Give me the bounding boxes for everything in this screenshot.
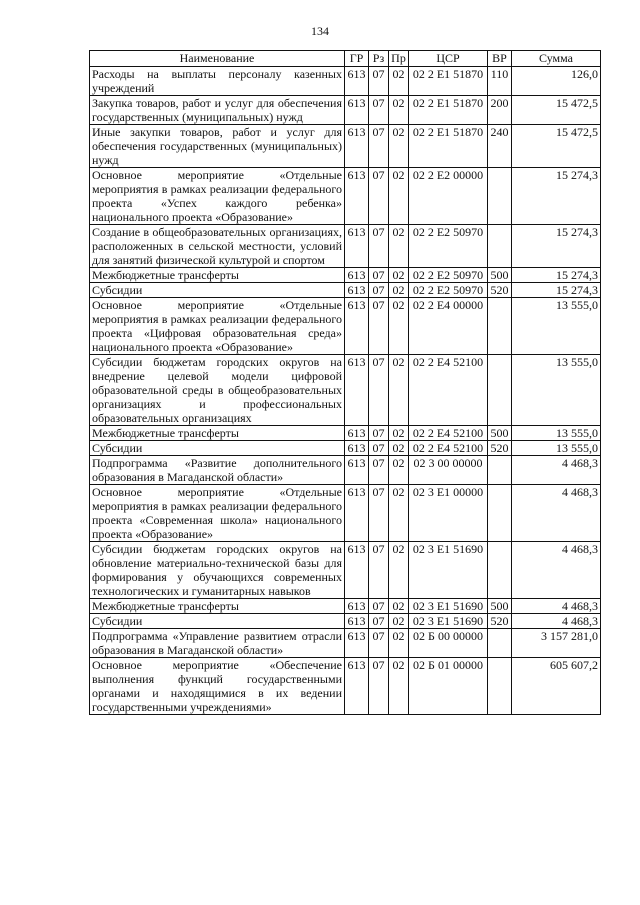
cell-gr: 613 — [345, 298, 369, 355]
cell-rz: 07 — [369, 599, 389, 614]
cell-gr: 613 — [345, 441, 369, 456]
cell-pr: 02 — [389, 599, 409, 614]
cell-vr: 520 — [488, 283, 512, 298]
cell-gr: 613 — [345, 268, 369, 283]
table-row — [90, 658, 601, 715]
cell-pr: 02 — [389, 629, 409, 658]
cell-sum: 15 274,3 — [512, 225, 601, 268]
header-pr: Пр — [389, 51, 409, 67]
table-row — [90, 629, 601, 658]
cell-pr: 02 — [389, 456, 409, 485]
header-name: Наименование — [90, 51, 345, 67]
cell-sum: 15 274,3 — [512, 268, 601, 283]
cell-rz: 07 — [369, 96, 389, 125]
cell-name: Субсидии бюджетам городских округов на внедрение целевой модели цифровой образовательной среды в общеобразовательных организациях и профессиональных образовательных организациях — [90, 355, 345, 426]
cell-gr: 613 — [345, 456, 369, 485]
table-row — [90, 426, 601, 441]
cell-csr: 02 3 E1 51690 — [409, 599, 488, 614]
cell-csr: 02 3 E1 51690 — [409, 614, 488, 629]
cell-csr: 02 2 E1 51870 — [409, 96, 488, 125]
cell-gr: 613 — [345, 96, 369, 125]
header-rz: Рз — [369, 51, 389, 67]
budget-table — [89, 50, 601, 715]
cell-rz: 07 — [369, 658, 389, 715]
cell-name: Межбюджетные трансферты — [90, 426, 345, 441]
cell-pr: 02 — [389, 614, 409, 629]
cell-gr: 613 — [345, 614, 369, 629]
cell-name: Закупка товаров, работ и услуг для обеспечения государственных (муниципальных) нужд — [90, 96, 345, 125]
cell-vr: 200 — [488, 96, 512, 125]
header-vr: ВР — [488, 51, 512, 67]
cell-pr: 02 — [389, 355, 409, 426]
cell-rz: 07 — [369, 168, 389, 225]
header-sum: Сумма — [512, 51, 601, 67]
cell-name: Субсидии — [90, 441, 345, 456]
cell-gr: 613 — [345, 629, 369, 658]
table-row — [90, 225, 601, 268]
cell-name: Основное мероприятие «Отдельные мероприятия в рамках реализации федерального проекта «Современная школа» национального проекта «Образование» — [90, 485, 345, 542]
cell-gr: 613 — [345, 225, 369, 268]
cell-sum: 3 157 281,0 — [512, 629, 601, 658]
table-row — [90, 614, 601, 629]
cell-pr: 02 — [389, 168, 409, 225]
cell-name: Основное мероприятие «Отдельные мероприятия в рамках реализации федерального проекта «Цифровая образовательная среда» национального проекта «Образование» — [90, 298, 345, 355]
cell-csr: 02 Б 01 00000 — [409, 658, 488, 715]
cell-name: Основное мероприятие «Обеспечение выполнения функций государственными органами и находящимися в их ведении государственными учреждениями» — [90, 658, 345, 715]
table-row — [90, 485, 601, 542]
cell-pr: 02 — [389, 658, 409, 715]
cell-vr: 240 — [488, 125, 512, 168]
cell-name: Расходы на выплаты персоналу казенных учреждений — [90, 67, 345, 96]
cell-csr: 02 3 E1 00000 — [409, 485, 488, 542]
table-body — [90, 67, 601, 715]
cell-name: Подпрограмма «Развитие дополнительного образования в Магаданской области» — [90, 456, 345, 485]
page-number: 134 — [311, 24, 329, 38]
cell-gr: 613 — [345, 67, 369, 96]
cell-rz: 07 — [369, 125, 389, 168]
cell-pr: 02 — [389, 225, 409, 268]
cell-sum: 15 472,5 — [512, 96, 601, 125]
cell-csr: 02 3 00 00000 — [409, 456, 488, 485]
cell-pr: 02 — [389, 441, 409, 456]
cell-vr: 520 — [488, 614, 512, 629]
cell-vr: 110 — [488, 67, 512, 96]
cell-pr: 02 — [389, 542, 409, 599]
cell-vr: 500 — [488, 426, 512, 441]
table-row — [90, 268, 601, 283]
cell-vr — [488, 225, 512, 268]
cell-vr — [488, 168, 512, 225]
cell-pr: 02 — [389, 283, 409, 298]
cell-sum: 126,0 — [512, 67, 601, 96]
cell-rz: 07 — [369, 268, 389, 283]
cell-csr: 02 2 E4 00000 — [409, 298, 488, 355]
cell-csr: 02 2 E2 00000 — [409, 168, 488, 225]
header-gr: ГР — [345, 51, 369, 67]
cell-rz: 07 — [369, 298, 389, 355]
table-row — [90, 168, 601, 225]
cell-pr: 02 — [389, 67, 409, 96]
cell-csr: 02 2 E2 50970 — [409, 268, 488, 283]
cell-vr — [488, 629, 512, 658]
cell-name: Иные закупки товаров, работ и услуг для обеспечения государственных (муниципальных) нужд — [90, 125, 345, 168]
table-row — [90, 96, 601, 125]
cell-vr: 520 — [488, 441, 512, 456]
cell-sum: 13 555,0 — [512, 298, 601, 355]
cell-csr: 02 2 E2 50970 — [409, 283, 488, 298]
cell-csr: 02 Б 00 00000 — [409, 629, 488, 658]
cell-vr — [488, 355, 512, 426]
cell-sum: 4 468,3 — [512, 456, 601, 485]
cell-sum: 13 555,0 — [512, 355, 601, 426]
cell-vr — [488, 485, 512, 542]
table-row — [90, 355, 601, 426]
cell-csr: 02 2 E4 52100 — [409, 355, 488, 426]
cell-name: Субсидии бюджетам городских округов на обновление материально-технической базы для формирования у обучающихся современных технологических и гуманитарных навыков — [90, 542, 345, 599]
cell-csr: 02 2 E2 50970 — [409, 225, 488, 268]
cell-rz: 07 — [369, 283, 389, 298]
cell-sum: 4 468,3 — [512, 599, 601, 614]
cell-rz: 07 — [369, 441, 389, 456]
cell-name: Межбюджетные трансферты — [90, 599, 345, 614]
cell-rz: 07 — [369, 485, 389, 542]
cell-pr: 02 — [389, 96, 409, 125]
cell-vr: 500 — [488, 268, 512, 283]
cell-csr: 02 2 E1 51870 — [409, 67, 488, 96]
cell-gr: 613 — [345, 125, 369, 168]
cell-sum: 605 607,2 — [512, 658, 601, 715]
cell-rz: 07 — [369, 225, 389, 268]
cell-pr: 02 — [389, 125, 409, 168]
table-row — [90, 456, 601, 485]
cell-vr: 500 — [488, 599, 512, 614]
table-row — [90, 298, 601, 355]
cell-rz: 07 — [369, 426, 389, 441]
table-row — [90, 599, 601, 614]
cell-gr: 613 — [345, 658, 369, 715]
cell-name: Субсидии — [90, 283, 345, 298]
cell-sum: 13 555,0 — [512, 426, 601, 441]
table-row — [90, 283, 601, 298]
cell-gr: 613 — [345, 599, 369, 614]
cell-gr: 613 — [345, 168, 369, 225]
cell-name: Межбюджетные трансферты — [90, 268, 345, 283]
cell-pr: 02 — [389, 426, 409, 441]
cell-csr: 02 3 E1 51690 — [409, 542, 488, 599]
cell-pr: 02 — [389, 485, 409, 542]
cell-gr: 613 — [345, 283, 369, 298]
table-row — [90, 125, 601, 168]
table-row — [90, 441, 601, 456]
header-csr: ЦСР — [409, 51, 488, 67]
table-row — [90, 67, 601, 96]
cell-name: Подпрограмма «Управление развитием отрасли образования в Магаданской области» — [90, 629, 345, 658]
cell-pr: 02 — [389, 268, 409, 283]
cell-vr — [488, 298, 512, 355]
cell-gr: 613 — [345, 542, 369, 599]
table-row — [90, 542, 601, 599]
cell-vr — [488, 542, 512, 599]
cell-csr: 02 2 E4 52100 — [409, 426, 488, 441]
cell-gr: 613 — [345, 485, 369, 542]
cell-rz: 07 — [369, 542, 389, 599]
cell-sum: 4 468,3 — [512, 485, 601, 542]
cell-name: Создание в общеобразовательных организациях, расположенных в сельской местности, условий для занятий физической культурой и спортом — [90, 225, 345, 268]
cell-name: Основное мероприятие «Отдельные мероприятия в рамках реализации федерального проекта «Успех каждого ребенка» национального проекта «Образование» — [90, 168, 345, 225]
cell-sum: 15 472,5 — [512, 125, 601, 168]
cell-sum: 4 468,3 — [512, 614, 601, 629]
cell-gr: 613 — [345, 426, 369, 441]
cell-sum: 4 468,3 — [512, 542, 601, 599]
cell-csr: 02 2 E4 52100 — [409, 441, 488, 456]
cell-rz: 07 — [369, 67, 389, 96]
cell-vr — [488, 658, 512, 715]
cell-csr: 02 2 E1 51870 — [409, 125, 488, 168]
cell-pr: 02 — [389, 298, 409, 355]
cell-gr: 613 — [345, 355, 369, 426]
cell-rz: 07 — [369, 355, 389, 426]
table-header-row — [90, 51, 601, 67]
cell-sum: 15 274,3 — [512, 168, 601, 225]
cell-vr — [488, 456, 512, 485]
cell-sum: 15 274,3 — [512, 283, 601, 298]
cell-sum: 13 555,0 — [512, 441, 601, 456]
cell-rz: 07 — [369, 629, 389, 658]
cell-rz: 07 — [369, 456, 389, 485]
cell-name: Субсидии — [90, 614, 345, 629]
cell-rz: 07 — [369, 614, 389, 629]
